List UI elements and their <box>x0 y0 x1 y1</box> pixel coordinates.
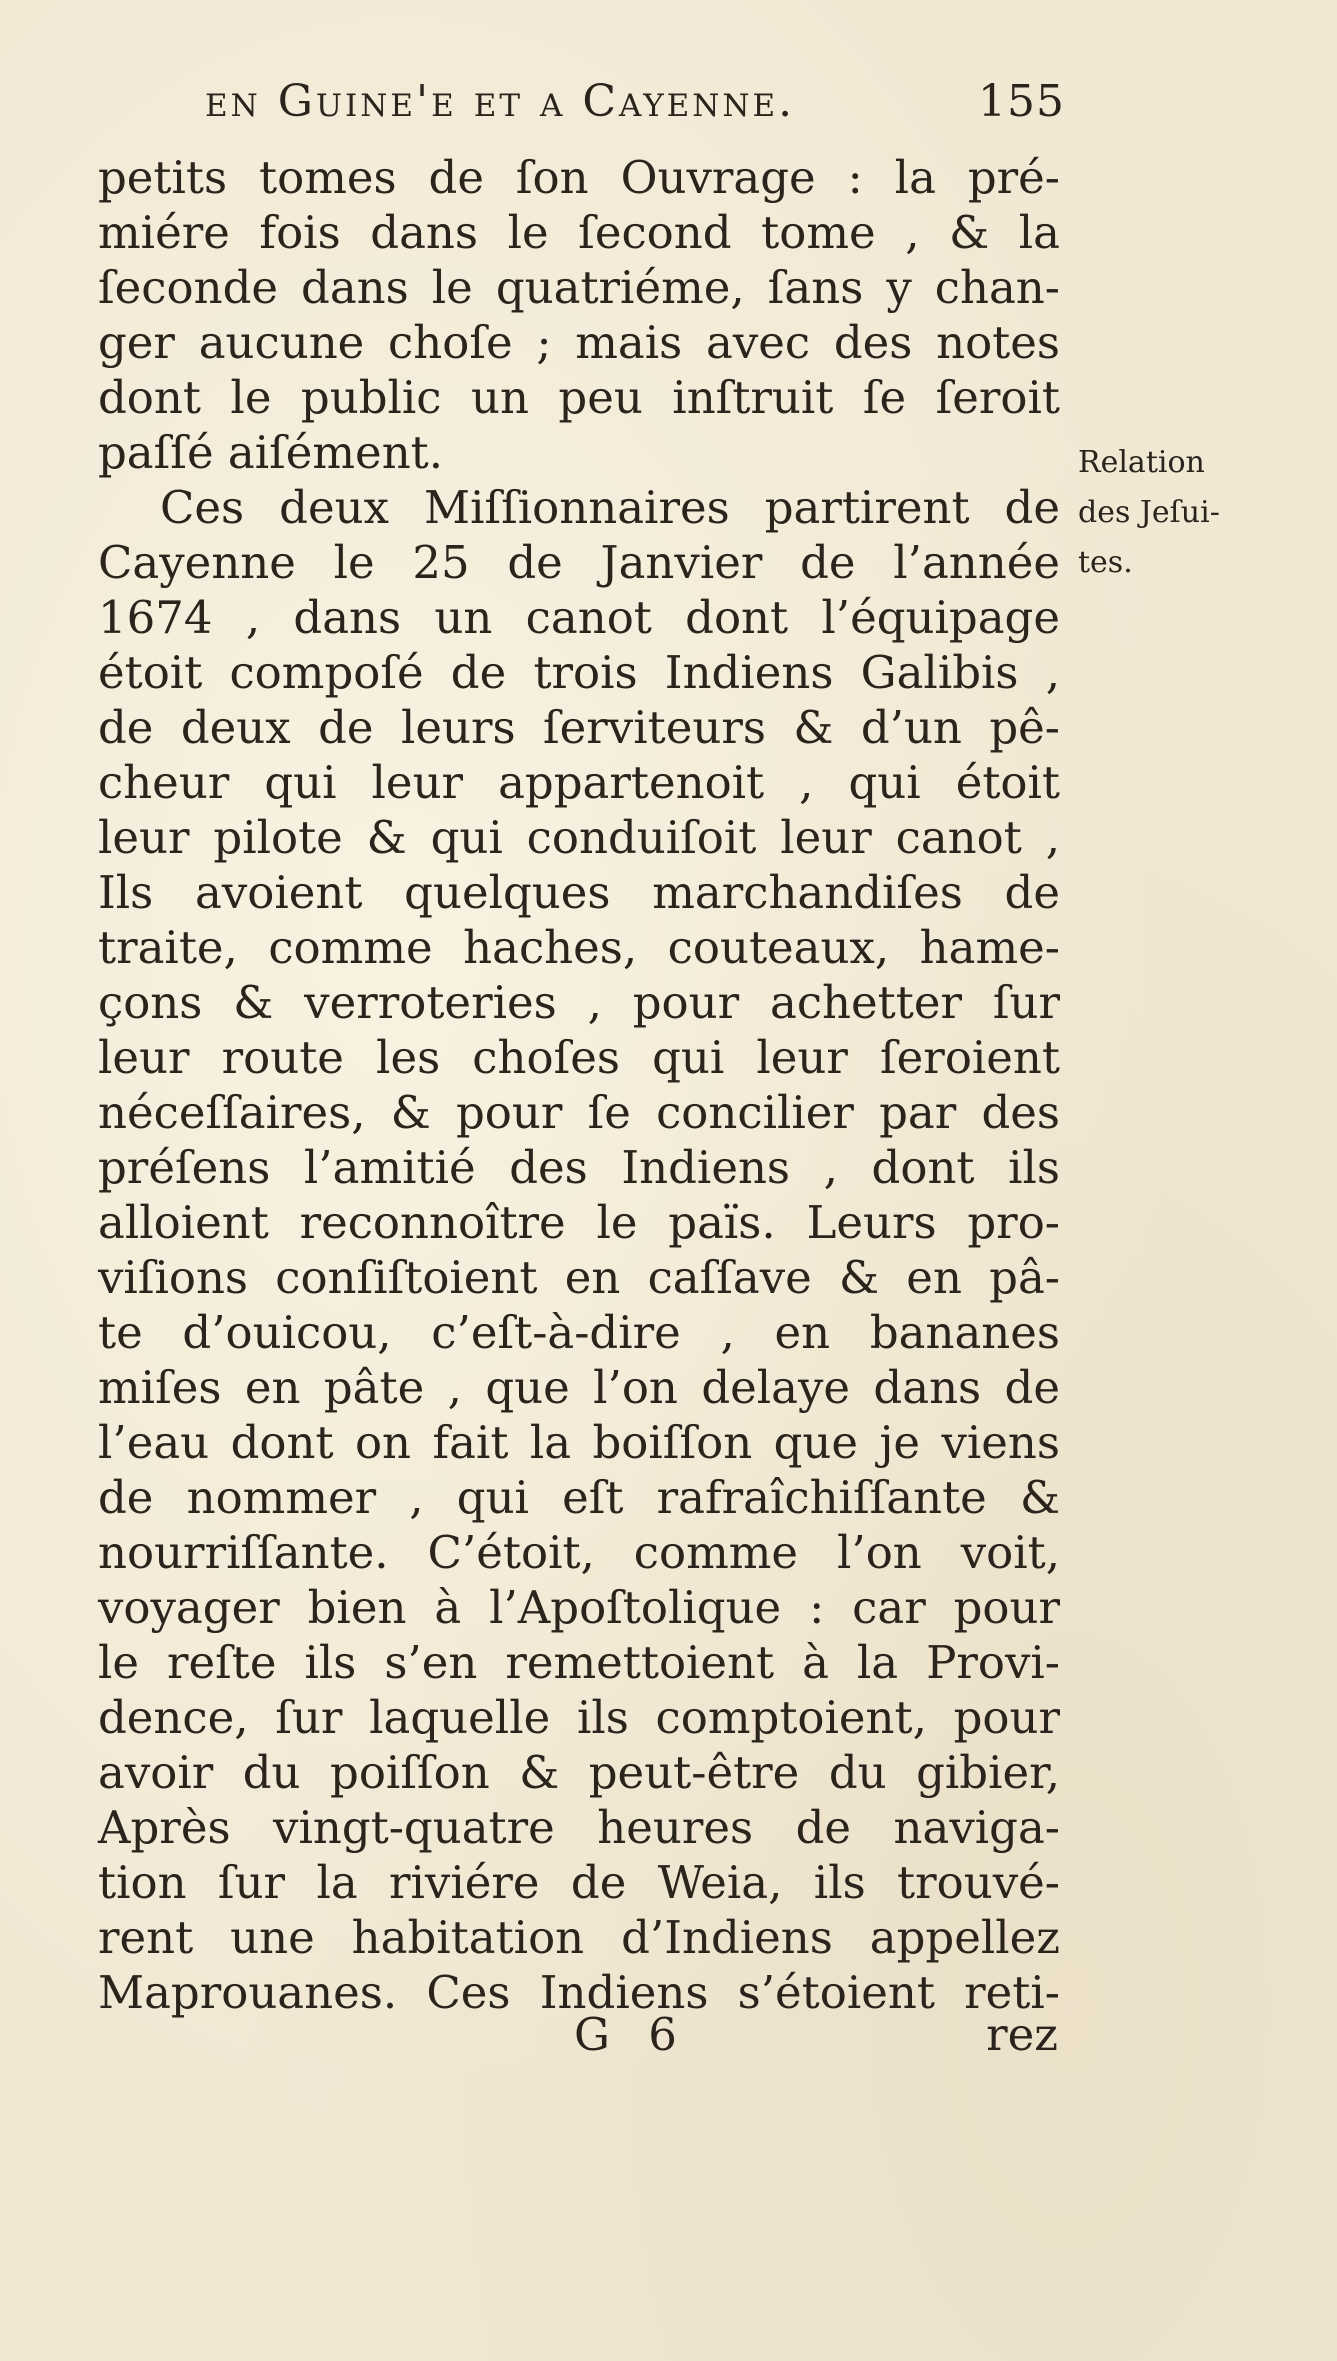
catchword: rez <box>986 2008 1058 2061</box>
text-line: 1674 , dans un canot dont l’équipage <box>98 591 1060 644</box>
margin-note-line: des Jeſui- <box>1078 495 1220 530</box>
text-line: de nommer , qui eſt rafraîchiſſante & <box>98 1471 1060 1524</box>
text-line: voyager bien à l’Apoſtolique : car pour <box>98 1581 1060 1634</box>
text-line: étoit compoſé de trois Indiens Galibis , <box>98 646 1060 699</box>
text-line: miére fois dans le ſecond tome , & la <box>98 206 1060 259</box>
page-number: 155 <box>978 76 1065 127</box>
text-line: viſions conſiſtoient en caſſave & en pâ- <box>98 1251 1060 1304</box>
text-line: rent une habitation d’Indiens appellez <box>98 1911 1060 1964</box>
margin-note <box>1078 438 1258 588</box>
text-line: ſeconde dans le quatriéme, ſans y chan- <box>98 261 1060 314</box>
text-line: ger aucune choſe ; mais avec des notes <box>98 316 1060 369</box>
text-line: çons & verroteries , pour achetter ſur <box>98 976 1060 1029</box>
text-line: l’eau dont on fait la boiſſon que je viens <box>98 1416 1060 1469</box>
text-line: dence, ſur laquelle ils comptoient, pour <box>98 1691 1060 1744</box>
text-line: Après vingt-quatre heures de naviga- <box>98 1801 1060 1854</box>
text-line: tion ſur la riviére de Weia, ils trouvé- <box>98 1856 1060 1909</box>
text-line: Ils avoient quelques marchandiſes de <box>98 866 1060 919</box>
text-line: nourriſſante. C’étoit, comme l’on voit, <box>98 1526 1060 1579</box>
footer-line <box>98 2007 1060 2062</box>
signature-mark: G 6 <box>574 2008 689 2061</box>
text-line: Maprouanes. Ces Indiens s’étoient reti- <box>98 1966 1060 2019</box>
text-line: miſes en pâte , que l’on delaye dans de <box>98 1361 1060 1414</box>
text-line: leur route les choſes qui leur ſeroient <box>98 1031 1060 1084</box>
text-line: paſſé aiſément. <box>98 426 444 479</box>
margin-note-line: tes. <box>1078 545 1133 580</box>
margin-note-line: Relation <box>1078 445 1205 480</box>
text-line: préſens l’amitié des Indiens , dont ils <box>98 1141 1060 1194</box>
text-line: petits tomes de ſon Ouvrage : la pré- <box>98 151 1060 204</box>
paragraph-start-line: Ces deux Miſſionnaires partirent de <box>160 481 1060 534</box>
text-line: Cayenne le 25 de Janvier de l’année <box>98 536 1060 589</box>
running-title: en Guine'e et a Cayenne. <box>205 76 796 127</box>
text-line: cheur qui leur appartenoit , qui étoit <box>98 756 1060 809</box>
running-head <box>205 72 1065 132</box>
text-line: de deux de leurs ſerviteurs & d’un pê- <box>98 701 1060 754</box>
text-line: traite, comme haches, couteaux, hame- <box>98 921 1060 974</box>
text-line: dont le public un peu inſtruit ſe ſeroit <box>98 371 1060 424</box>
text-line: leur pilote & qui conduiſoit leur canot , <box>98 811 1060 864</box>
text-line: le reſte ils s’en remettoient à la Provi- <box>98 1636 1060 1689</box>
text-line: néceſſaires, & pour ſe concilier par des <box>98 1086 1060 1139</box>
text-line: alloient reconnoître le païs. Leurs pro- <box>98 1196 1060 1249</box>
text-line: avoir du poiſſon & peut-être du gibier, <box>98 1746 1060 1799</box>
text-line: te d’ouicou, c’eſt-à-dire , en bananes <box>98 1306 1060 1359</box>
body-text <box>98 150 1060 2020</box>
